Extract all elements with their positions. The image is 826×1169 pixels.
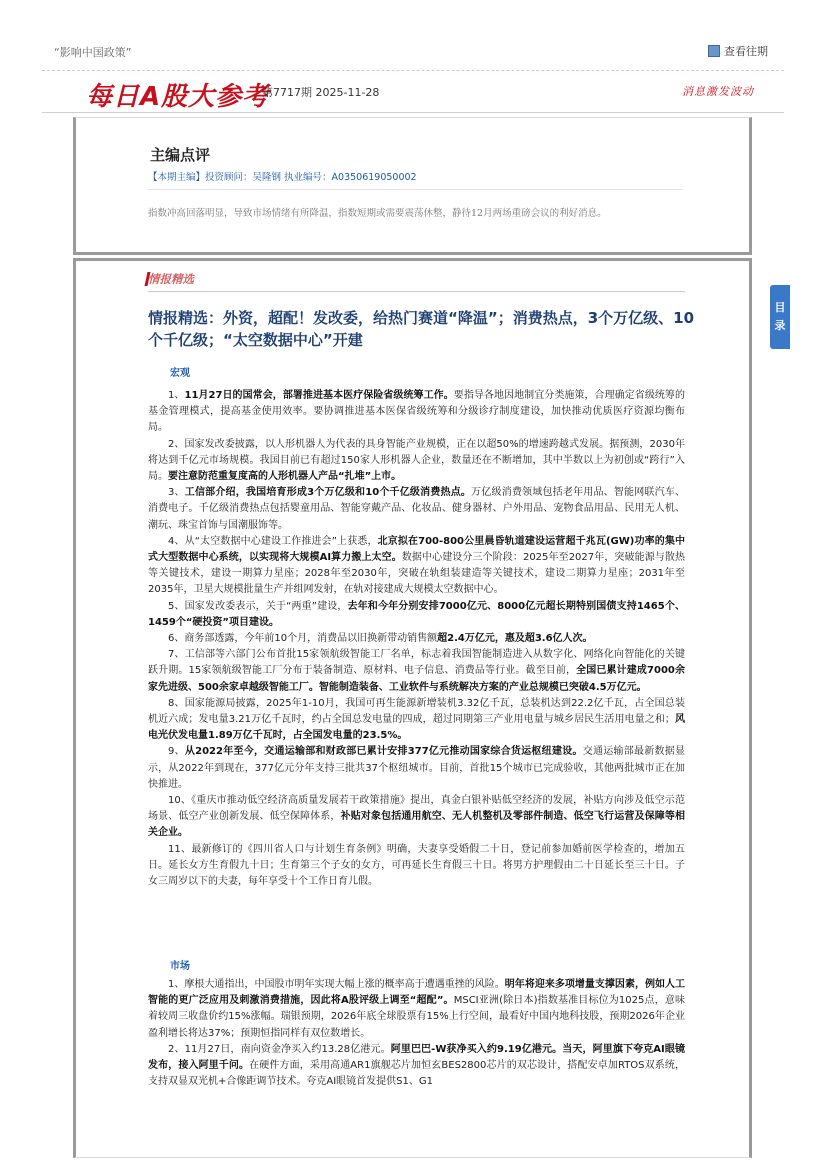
market-item-n: 2、 [168,1043,185,1055]
macro-item [148,696,685,745]
macro-item-b1: 工信部介绍，我国培育形成3个万亿级和10个千亿级消费热点。 [184,487,472,499]
history-label: 查看往期 [724,45,768,58]
toc-button[interactable] [770,285,790,349]
macro-item-t1: 国家发改委表示，关于“两重”建设， [184,600,348,612]
macro-item-t1: 要指导各地因地制宜分类施策，合理确定省级统筹的基金管理模式，提高基金使用效率。要协调推进基本医保省级统筹和分级诊疗制度建设，加快推动优质医疗资源均衡布局。 [148,390,685,434]
macro-item-b2: 超2.4万亿元，惠及超3.6亿人次。 [437,633,593,645]
market-item-t2: 在硬件方面，采用高通AR1旗舰芯片加恒玄BES2800芯片的双芯设计，搭配安卓加RTOS双系统，支持双显双光机+合像距调节技术。夸克AI眼镜首发提供S1、G1 [148,1060,685,1088]
history-link[interactable] [708,43,768,59]
macro-item-b2: 去年和今年分别安排7000亿元、8000亿元超长期特别国债支持1465个、1459个“硬投资”项目建设。 [148,600,685,628]
macro-item-t1: 工信部等六部门公布首批15家领航级智能工厂名单，标志着我国智能制造进入从数字化、网络化向智能化的关键跃升期。15家领航级智能工厂分布于装备制造、原材料、电子信息、消费品等行业。截至目前， [148,649,685,677]
editor-divider [148,189,683,190]
macro-item [148,388,685,437]
macro-item-n: 3、 [168,487,185,499]
market-item-b2: 阿里巴巴-W获净买入约9.19亿港元。当天，阿里旗下夸克AI眼镜发布，接入阿里千问。 [148,1043,685,1072]
market-heading: 市场 [170,961,190,972]
macro-item-n: 9、 [168,746,185,758]
section-tag: 情报精选 [148,272,194,286]
macro-item [148,485,685,534]
macro-item-n: 8、 [168,697,185,709]
editor-title: 主编点评 [150,146,211,164]
macro-item-t1: 万亿级消费领域包括老年用品、智能网联汽车、消费电子。千亿级消费热点包括婴童用品、智能穿戴产品、化妆品、健身器材、户外用品、宠物食品用品、民用无人机、潮玩、珠宝首饰与国潮服饰等。 [148,487,686,531]
macro-item-n: 10、 [168,795,192,807]
market-item-n: 1、 [168,979,185,990]
macro-item-n: 1、 [168,390,185,401]
macro-item [148,631,685,647]
tag-divider [148,291,685,292]
macro-item-n: 11、 [168,843,192,855]
macro-item [148,599,685,631]
macro-item-t1: 最新修订的《四川省人口与计划生育条例》明确，夫妻享受婚假二十日，登记前参加婚前医学检查的，增加五日。延长女方生育假九十日；生育第三个子女的女方，可再延长生育假三十日。将男方护理假由二十日延长至三十日。子女三周岁以下的夫妻，每年享受十个工作日育儿假。 [148,843,685,888]
macro-item-b1: 从2022年至今，交通运输部和财政部已累计安排377亿元推动国家综合货运枢纽建设。 [184,746,583,758]
macro-item-t2: 数据中心建设分三个阶段：2025年至2027年，突破能源与散热等关键技术，建设一期算力星座；2028年至2030年，突破在轨组装建造等关键技术，建设二期算力星座；2031年至2035年，卫星大规模批量生产并组网发射，在轨对接建成大规模太空数据中心。 [148,552,685,596]
editor-meta: 【本期主编】投资顾问：吴隆钢 执业编号：A0350619050002 [148,172,417,183]
macro-item-b2: 补贴对象包括通用航空、无人机整机及零部件制造、低空飞行运营及保障等相关企业。 [148,811,686,839]
toc-line-2: 录 [774,319,786,332]
macro-item-t1: 《重庆市推动低空经济高质量发展若干政策措施》提出，真金白银补贴低空经济的发展，补贴方向涉及低空示范场景、低空产业创新发展、低空保障体系， [148,795,686,823]
macro-item [148,534,685,599]
market-item-t1: 11月27日，南向资金净买入约13.28亿港元。 [184,1043,391,1055]
macro-item-n: 6、 [168,633,185,645]
header-divider [42,70,784,71]
market-item [148,1042,685,1091]
toc-line-1: 目 [774,301,786,314]
macro-item [148,437,685,486]
macro-item-n: 2、 [168,438,185,450]
macro-item-t1: 从“太空数据中心建设工作推进会”上获悉， [184,535,378,547]
market-item-t2: MSCI亚洲(除日本)指数基准目标位为1025点，意味着较周三收盘价约15%涨幅。瑞银预期，2026年底全球股票有15%上行空间，最看好中国内地科技股，预期2026年企业盈利增长将达37%；预期恒指同样有双位数增长。 [148,995,685,1039]
macro-item-t1: 国家发改委披露，以人形机器人为代表的具身智能产业规模，正在以超50%的增速跨越式发展。据预测，2030年将达到千亿元市场规模。我国目前已有超过150家人形机器人企业，数量还在不断增加，其中半数以上为初创或“跨行”入局。 [148,438,685,483]
article-headline: 情报精选：外资，超配！发改委，给热门赛道“降温”；消费热点，3个万亿级、10个千亿级；“太空数据中心”开建 [148,309,695,349]
macro-item-b2: 全国已累计建成7000余家先进级、500余家卓越级智能工厂。智能制造装备、工业软件与系统解决方案的产业总规模已突破4.5万亿元。 [148,665,685,693]
macro-item [148,744,685,793]
macro-item-b2: 风电光伏发电量1.89万亿千瓦时，占全国发电量的23.5%。 [148,714,685,742]
header-rule [42,112,784,113]
macro-item [148,842,685,891]
macro-item-t1: 交通运输部最新数据显示，从2022年到现在，377亿元分年支持三批共37个枢纽城市。目前，首批15个城市已完成验收，其他两批城市正在加快推进。 [148,746,685,790]
macro-list [148,388,685,890]
market-item [148,977,685,1042]
editor-comment-card [73,117,752,255]
macro-item-n: 4、 [168,535,185,547]
macro-item-b2: 要注意防范重复度高的人形机器人产品“扎堆”上市。 [168,471,402,483]
macro-item [148,793,685,842]
macro-item-n: 5、 [168,600,185,612]
calendar-icon [708,45,720,57]
macro-item-n: 7、 [168,649,185,661]
macro-item [148,647,685,696]
intel-card [73,258,752,1158]
macro-heading: 宏观 [170,368,190,379]
market-item-b2: 明年将迎来多项增量支撑因素，例如人工智能的更广泛应用及刺激消费措施，因此将A股评级上调至“超配”。 [148,979,686,1007]
macro-item-b2: 北京拟在700-800公里晨昏轨道建设运营超千兆瓦(GW)功率的集中式大型数据中心系统，以实现将大规模AI算力搬上太空。 [148,535,685,564]
market-item-t1: 摩根大通指出，中国股市明年实现大幅上涨的概率高于遭遇重挫的风险。 [184,979,505,990]
issue-info: 第7717期 2025-11-28 [262,86,380,99]
macro-item-b1: 11月27日的国常会，部署推进基本医疗保险省级统筹工作。 [184,390,454,401]
brand-logo: 每日A股大参考 [86,82,270,112]
market-list [148,977,685,1090]
tagline: “影响中国政策” [54,46,132,59]
macro-item-t1: 国家能源局披露，2025年1-10月，我国可再生能源新增装机3.32亿千瓦，总装机达到22.2亿千瓦，占全国总装机近六成；发电量3.21万亿千瓦时，约占全国总发电量的四成，超过同期第三产业用电量与城乡居民生活用电量之和； [148,697,685,726]
editor-summary: 指数冲高回落明显，导致市场情绪有所降温，指数短期或需要震荡休整，静待12月两场重磅会议的利好消息。 [148,208,607,219]
slogan: 消息激发波动 [682,85,754,98]
macro-item-t1: 商务部透露，今年前10个月，消费品以旧换新带动销售额 [184,633,438,645]
